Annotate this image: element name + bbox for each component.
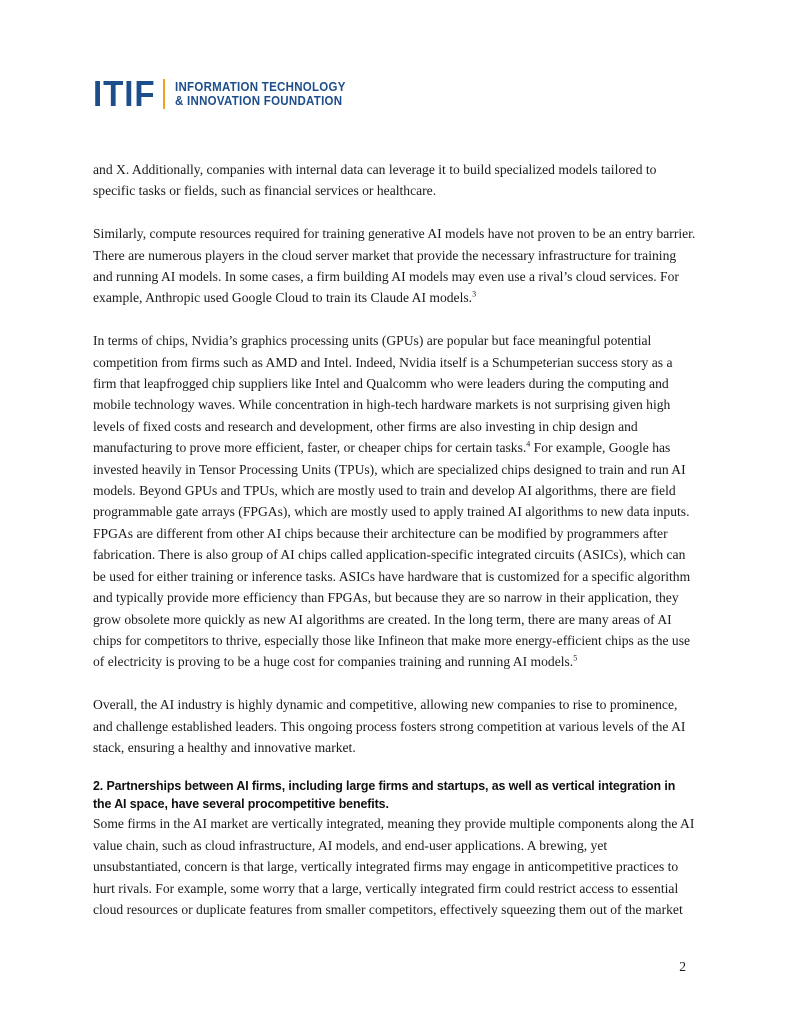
logo-mark: ITIF	[93, 73, 156, 114]
logo-separator	[163, 79, 165, 109]
paragraph-3	[93, 330, 698, 673]
paragraph-4: Overall, the AI industry is highly dynamic and competitive, allowing new companies to rise to prominence, and challenge established leaders. This ongoing process fosters strong competition at various levels of the AI stack, ensuring a healthy and innovative market.	[93, 697, 686, 755]
paragraph-3-text-b: For example, Google has invested heavily in Tensor Processing Units (TPUs), which are specialized chips designed to train and run AI models. Beyond GPUs and TPUs, which are mostly used to train and develop AI algorithms, there are field programmable gate arrays (FPGAs), which are mostly used to apply trained AI algorithms to new data inputs. FPGAs are different from other AI chips because their architecture can be modified by programmers after fabrication. There is also group of AI chips called application-specific integrated circuits (ASICs), which can be used for either training or inference tasks. ASICs have hardware that is customized for a specific algorithm and typically provide more efficiency than FPGAs, but because they are so narrow in their application, they grow obsolete more quickly as new AI algorithms are created. In the long term, there are many areas of AI chips for competitors to thrive, especially those like Infineon that make more energy-efficient chips as the use of electricity is proving to be a huge cost for companies training and running AI models.	[93, 440, 691, 670]
paragraph-3-text-a: In terms of chips, Nvidia’s graphics processing units (GPUs) are popular but face meaningful potential competition from firms such as AMD and Intel. Indeed, Nvidia itself is a Schumpeterian success story as a firm that leapfrogged chip suppliers like Intel and Qualcomm who were leaders during the computing and mobile technology waves. While concentration in high-tech hardware markets is not surprising given high levels of fixed costs and research and development, other firms are also investing in chip design and manufacturing to prove more efficient, faster, or cheaper chips for certain tasks.	[93, 333, 673, 456]
paragraph-2-text: Similarly, compute resources required for training generative AI models have not proven to be an entry barrier. There are numerous players in the cloud server market that provide the necessary infrastructure for training and running AI models. In some cases, a firm building AI models may even use a rival’s cloud services. For example, Anthropic used Google Cloud to train its Claude AI models.	[93, 226, 696, 306]
itif-logo	[93, 73, 361, 114]
body-text	[93, 159, 698, 920]
paragraph-1: and X. Additionally, companies with internal data can leverage it to build specialized models tailored to specific tasks or fields, such as financial services or healthcare.	[93, 162, 657, 199]
page-number: 2	[679, 959, 686, 974]
logo-wordmark	[175, 80, 346, 108]
footnote-ref-5[interactable]: 5	[573, 653, 578, 663]
logo-line-2: & INNOVATION FOUNDATION	[174, 94, 343, 108]
footnote-ref-3[interactable]: 3	[472, 289, 477, 299]
paragraph-5: Some firms in the AI market are vertically integrated, meaning they provide multiple components along the AI value chain, such as cloud infrastructure, AI models, and end-user applications. A brewing, yet unsubstantiated, concern is that large, vertically integrated firms may engage in anticompetitive practices to hurt rivals. For example, some worry that a large, vertically integrated firm could restrict access to essential cloud resources or duplicate features from smaller competitors, effectively squeezing them out of the market	[93, 816, 695, 917]
logo-line-1: INFORMATION TECHNOLOGY	[174, 80, 346, 94]
footnote-ref-4[interactable]: 4	[526, 439, 531, 449]
section-heading-2: 2. Partnerships between AI firms, including large firms and startups, as well as vertical integration in the AI space, have several procompetitive benefits.	[93, 778, 676, 812]
paragraph-2	[93, 223, 698, 309]
